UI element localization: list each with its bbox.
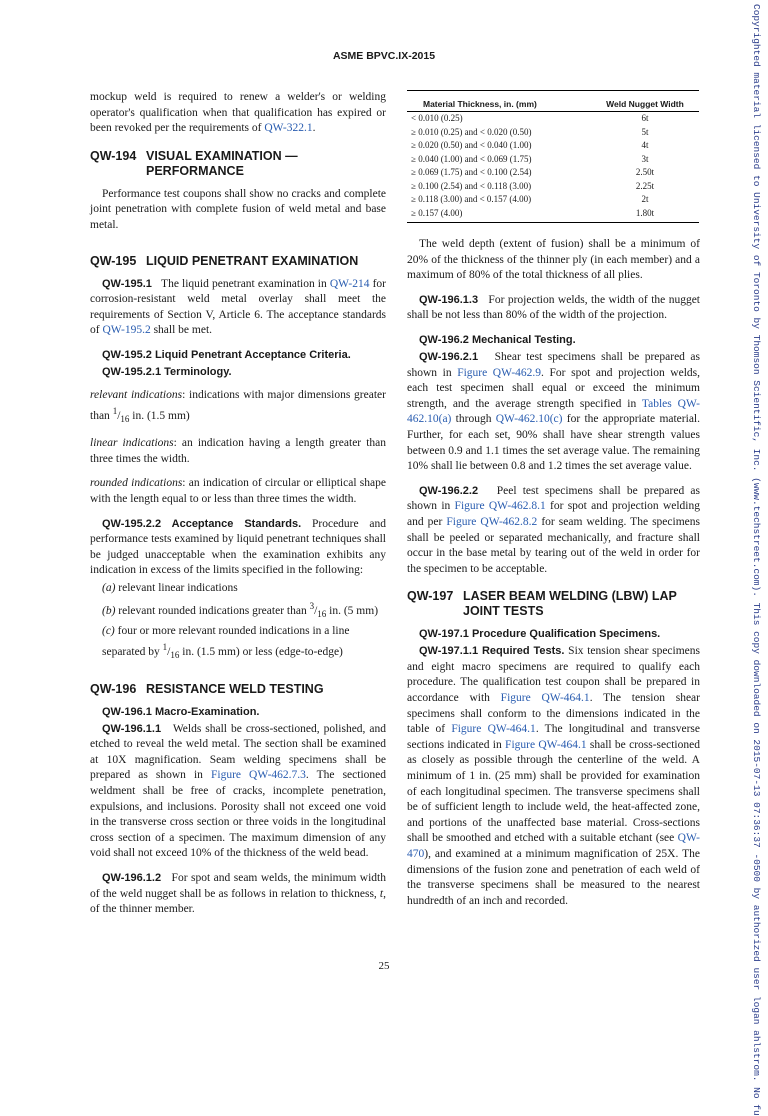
subheading-qw-196-2: QW-196.2 Mechanical Testing. [419, 333, 576, 346]
table-row [407, 153, 699, 167]
list-item-b: (b) relevant rounded indications greater than $^3/_{16}$ in. (5 mm) [102, 600, 379, 619]
qw-197-1-1-paragraph: QW-197.1.1 Required Tests. Six tension shear specimens and eight macro specimens are required to qualify each procedure. The qualification test coupon shall be prepared in accordance with Figure QW-464.1. The tension shear specimens shall conform to the dimensions indicated in the table of Figure QW-464.1. The longitudinal and transverse sections indicated in Figure QW-464.1 shall be cross-sectioned as closely as possible through the centerline of the weld. A minimum of 1 in. (25 mm) shall be provided for examination of each longitudinal specimen. The transverse specimens shall be of sufficient length to include weld, the heat-affected zone, and portions of the unaffected base material. Cross-sections shall be smoothed and etched with a suitable etchant (see QW-470), and examined at a minimum magnification of 25X. The dimensions of the fusion zone and penetration of each weld of the transverse specimens shall be measured to the nearest hundredth of an inch and recorded. [407, 645, 700, 907]
definition-linear-indications: linear indications: an indication having a length greater than three times the width. [90, 437, 386, 465]
qw-196-1-1-paragraph: QW-196.1.1 Welds shall be cross-sectioned, polished, and etched to reveal the weld metal. The section shall be examined at 10X magnification. Seam welding specimens shall be prepared as shown in Figure QW-462.7.3. The sectioned weldment shall be free of cracks, incomplete penetration, expulsions, and inclusions. Porosity shall not exceed one void in the transverse cross section or three voids in the longitudinal cross section of a specimen. The maximum dimension of any void shall not exceed 10% of the thickness of the weld bead. [90, 722, 387, 860]
subheading-qw-196-1: QW-196.1 Macro-Examination. [102, 705, 260, 718]
link-figure-qw-462-8-2[interactable]: Figure QW-462.8.2 [446, 515, 538, 528]
table-row [407, 193, 699, 207]
table-row [407, 126, 699, 140]
side-copyright-text: Copyrighted material licensed to University of Toronto by Thomson Scientific, Inc. (www.techstreet.com). This copy downloaded on 2015-07-13 07:36:37 -0500 by authorized user logan ahlstrom. No fu [751, 4, 762, 1116]
right-column [407, 90, 700, 918]
nugget-width-cell: 2.25t [635, 180, 655, 191]
nugget-width-cell: 3t [641, 153, 649, 164]
table-row [407, 112, 699, 126]
qw-196-2-1-paragraph: QW-196.2.1 Shear test specimens shall be prepared as shown in Figure QW-462.9. For spot and projection welds, each test specimen shall equal or exceed the minimum strength, and the average strength specified in Tables QW-462.10(a) through QW-462.10(c) for the appropriate material. Further, for each set, 90% shall have shear strength values between 0.9 and 1.1 times the set average value. The remaining 10% shall lie between 0.8 and 1.2 times the set average value. [407, 350, 701, 473]
link-figure-qw-464-1[interactable]: Figure QW-464.1 [500, 692, 590, 705]
section-heading-qw-197: QW-197 LASER BEAM WELDING (LBW) LAP JOINT TESTS [407, 589, 677, 619]
link-qw-462-10c[interactable]: QW-462.10(c) [495, 413, 563, 426]
definition-relevant-indications: relevant indications: indications with major dimensions greater than $^1/_{16}$ in. (1.5 mm) [90, 388, 386, 424]
side-copyright-notice [748, 0, 766, 1116]
nugget-width-cell: 6t [641, 113, 649, 123]
thickness-cell: ≥ 0.100 (2.54) and < 0.118 (3.00) [411, 180, 532, 191]
link-figure-qw-462-9[interactable]: Figure QW-462.9 [457, 366, 542, 379]
thickness-cell: ≥ 0.040 (1.00) and < 0.069 (1.75) [411, 153, 532, 164]
link-tables-qw-462-10a[interactable]: Tables QW-462.10(a) [407, 397, 700, 426]
link-qw-195-2[interactable]: QW-195.2 [102, 324, 151, 337]
link-figure-qw-462-7-3[interactable]: Figure QW-462.7.3 [210, 769, 306, 782]
weld-depth-paragraph: The weld depth (extent of fusion) shall be a minimum of 20% of the thickness of the thinner ply (in each member) and a maximum of 80% of the total thickness of all plies. [407, 238, 700, 282]
weld-nugget-width-table [407, 90, 699, 223]
qw-196-1-3-paragraph: QW-196.1.3 For projection welds, the width of the nugget shall be not less than 80% of the width of the projection. [407, 293, 700, 322]
running-header: ASME BPVC.IX-2015 [332, 50, 436, 62]
table-row [407, 180, 699, 194]
table-header-width: Weld Nugget Width [591, 91, 699, 112]
thickness-cell: ≥ 0.010 (0.25) and < 0.020 (0.50) [411, 126, 532, 137]
nugget-width-cell: 1.80t [591, 207, 699, 223]
nugget-width-cell: 2t [641, 194, 649, 204]
intro-paragraph: mockup weld is required to renew a welder's or welding operator's qualification when that qualification has expired or been revoked per the requirements of QW-322.1. [90, 91, 386, 135]
subheading-qw-195-2: QW-195.2 Liquid Penetrant Acceptance Criteria. [102, 348, 351, 361]
link-qw-470[interactable]: QW-470 [407, 832, 700, 860]
qw-196-2-2-paragraph: QW-196.2.2 Peel test specimens shall be prepared as shown in Figure QW-462.8.1 for spot and projection welding and per Figure QW-462.8.2 for seam welding. The specimens shall be peeled or separated mechanically, and fracture shall occur in the base metal by tearing out of the weld in order for the specimen to be acceptable. [407, 484, 700, 575]
qw-195-1-paragraph: QW-195.1 The liquid penetrant examination in QW-214 for corrosion-resistant weld metal overlay shall meet the requirements of Section V, Article 6. The acceptance standards of QW-195.2 shall be met. [90, 277, 386, 337]
link-qw-214[interactable]: QW-214 [329, 277, 370, 290]
qw-195-2-2-paragraph: QW-195.2.2 Acceptance Standards. Procedure and performance tests examined by liquid penetrant techniques shall be judged unacceptable when the examination exhibits any indication in excess of the limits specified in the following: [90, 517, 386, 577]
thickness-cell: ≥ 0.020 (0.50) and < 0.040 (1.00) [411, 140, 532, 150]
table-row [407, 166, 699, 180]
link-qw-322-1[interactable]: QW-322.1 [264, 122, 313, 135]
subheading-qw-197-1: QW-197.1 Procedure Qualification Specimens. [419, 628, 661, 641]
link-figure-qw-462-8-1[interactable]: Figure QW-462.8.1 [454, 500, 546, 513]
nugget-width-cell: 4t [641, 140, 649, 150]
link-figure-qw-464-1[interactable]: Figure QW-464.1 [505, 738, 587, 751]
table-row [407, 207, 699, 223]
list-item-a: (a) relevant linear indications [102, 582, 238, 594]
table-header-thickness: Material Thickness, in. (mm) [407, 91, 591, 112]
thickness-cell: ≥ 0.069 (1.75) and < 0.100 (2.54) [411, 167, 532, 177]
thickness-cell: < 0.010 (0.25) [411, 113, 463, 123]
thickness-cell: ≥ 0.157 (4.00) [407, 207, 591, 223]
definition-rounded-indications: rounded indications: an indication of circular or elliptical shape with the length equal to or less than three times the width. [90, 477, 386, 506]
nugget-width-cell: 5t [641, 126, 649, 137]
thickness-cell: ≥ 0.118 (3.00) and < 0.157 (4.00) [411, 194, 532, 204]
table-body [407, 112, 699, 223]
nugget-width-cell: 2.50t [635, 167, 655, 177]
link-figure-qw-464-1[interactable]: Figure QW-464.1 [451, 723, 536, 736]
subheading-qw-195-2-1: QW-195.2.1 Terminology. [102, 365, 232, 378]
table-row [407, 139, 699, 153]
section-heading-qw-196: QW-196 RESISTANCE WELD TESTING [90, 681, 324, 696]
left-column [90, 90, 386, 927]
section-heading-qw-194: QW-194 VISUAL EXAMINATION — PERFORMANCE [90, 148, 298, 178]
page-number: 25 [378, 960, 390, 972]
list-item-c: (c) four or more relevant rounded indications in a line separated by $^1/_{16}$ in. (1.5 mm) or less (edge-to-edge) [102, 625, 350, 661]
qw-194-paragraph: Performance test coupons shall show no cracks and complete joint penetration with complete fusion of weld metal and base metal. [90, 187, 386, 231]
qw-196-1-2-paragraph: QW-196.1.2 For spot and seam welds, the minimum width of the weld nugget shall be as follows in relation to thickness, t, of the thinner member. [90, 871, 386, 916]
section-heading-qw-195: QW-195 LIQUID PENETRANT EXAMINATION [90, 253, 359, 268]
